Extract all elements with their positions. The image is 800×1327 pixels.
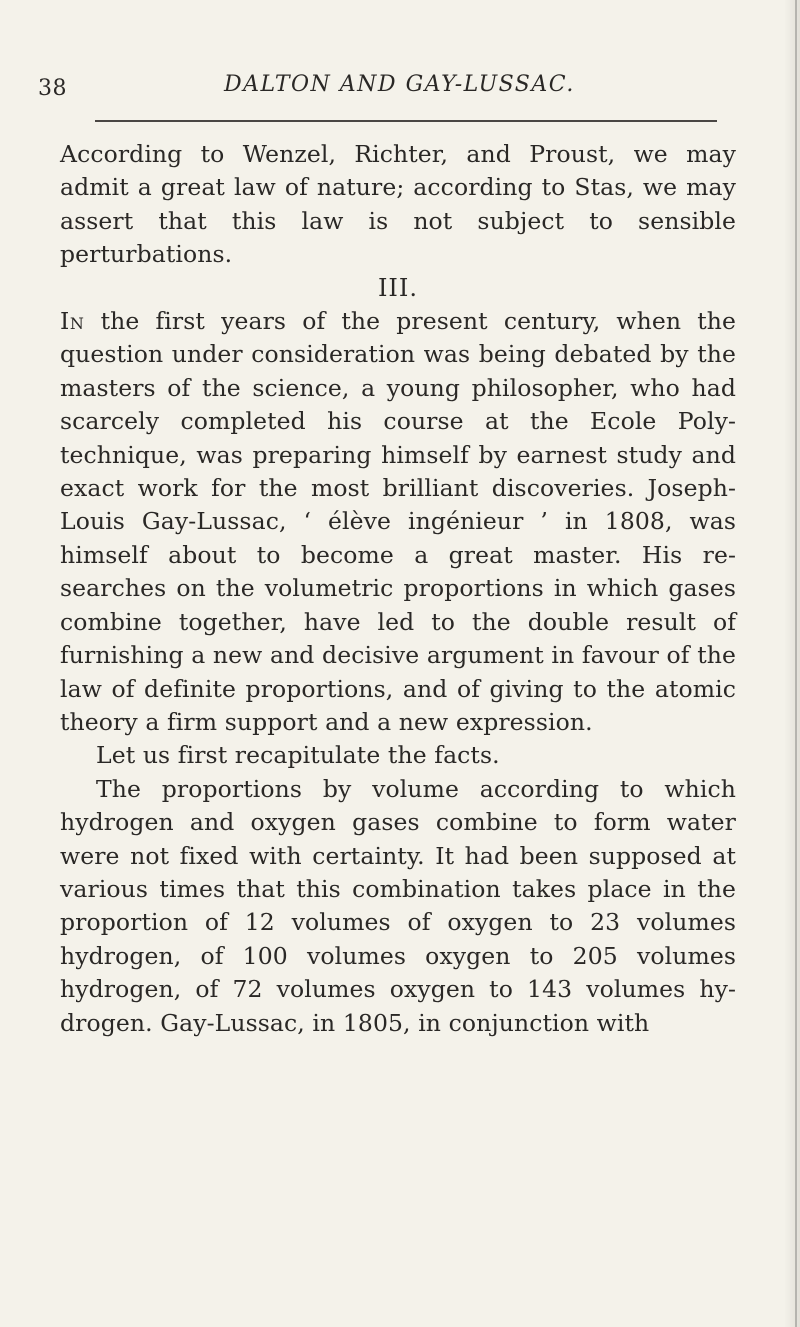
body-text (60, 138, 736, 1040)
paragraph-2-body: the first years of the present century, when the question under consideration was being debated by the masters of the science, a young philosopher, who had scarcely completed his course at the Ecole Poly-technique, was preparing himself by earnest study and exact work for the most brilliant discoveries. Joseph-Louis Gay-Lussac, ‘ élève ingénieur ’ in 1808, was himself about to become a great master. His re-searches on the volumetric proportions in which gases combine together, have led to the double result of furnishing a new and decisive argument in favour of the law of definite proportions, and of giving to the atomic theory a firm support and a new expression. (60, 307, 736, 736)
paragraph-3: Let us first recapitulate the facts. (96, 741, 500, 770)
header-rule (95, 120, 717, 122)
paragraph-4: The proportions by volume according to which hydrogen and oxygen gases combine to form water were not fixed with certainty. It had been supposed at various times that this combination takes place in the proportion of 12 volumes of oxygen to 23 volumes hydrogen, of 100 volumes oxygen to 205 volumes hydrogen, of 72 volumes oxygen to 143 volumes hy-drogen. Gay-Lussac, in 1805, in conjunction with (60, 774, 736, 1037)
page-edge-line (795, 0, 797, 1327)
page-number: 38 (38, 76, 67, 101)
paragraph-2-lead: In (60, 307, 85, 336)
paragraph-1: According to Wenzel, Richter, and Proust, we may admit a great law of nature; according to Stas, we may assert that this law is not subject to sensible perturbations. (60, 140, 736, 269)
page-header (38, 58, 758, 108)
section-number: III. (377, 273, 419, 302)
page-edge-shadow (784, 0, 800, 1327)
paragraph-2 (60, 305, 736, 739)
running-head: DALTON AND GAY-LUSSAC. (224, 72, 575, 97)
